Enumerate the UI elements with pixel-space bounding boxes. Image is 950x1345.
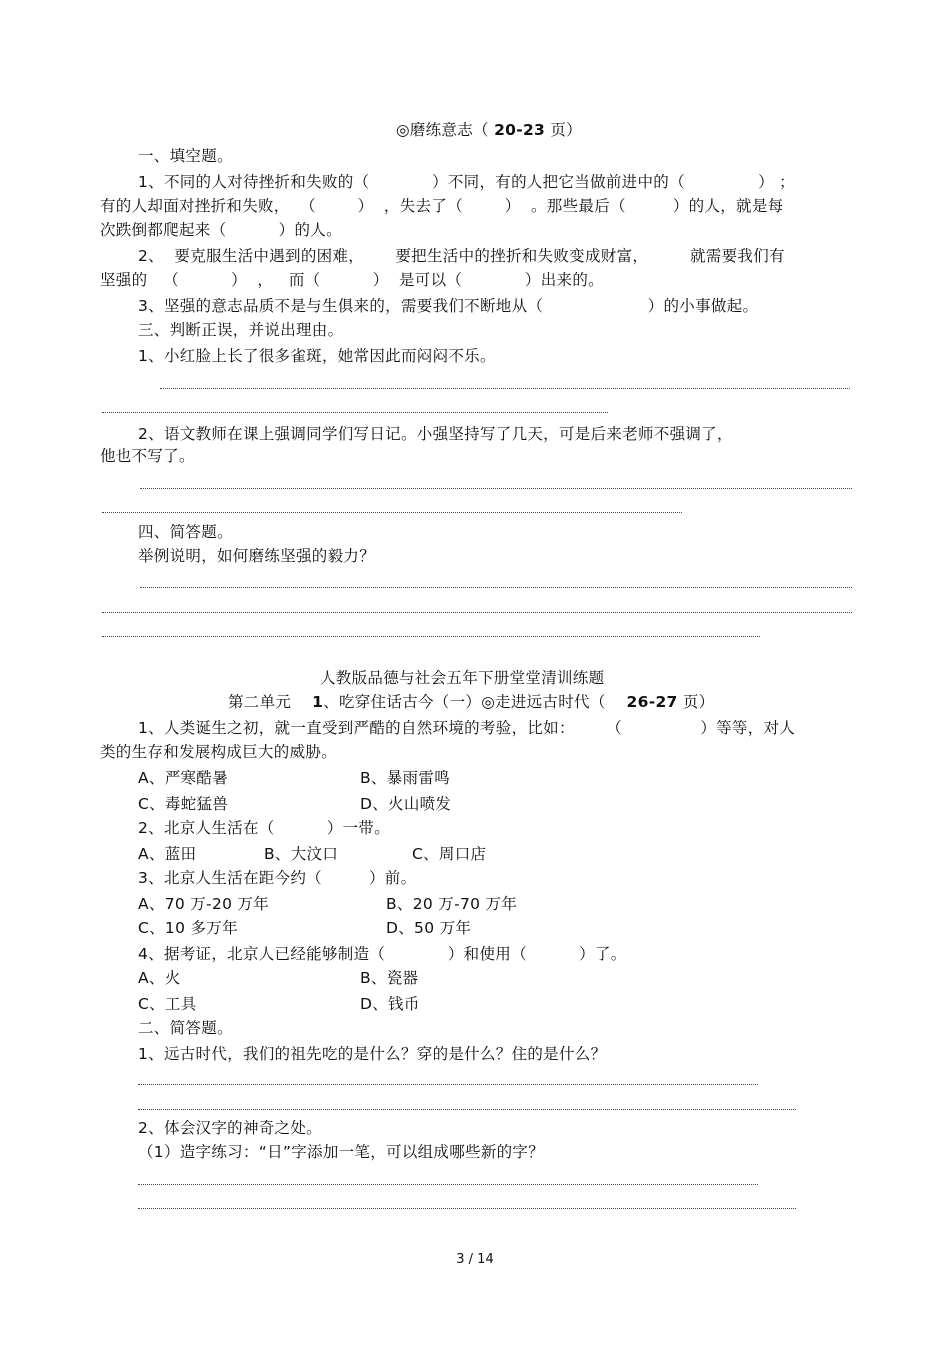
answer-line	[138, 1084, 758, 1085]
choice-q1-line1: 1、人类诞生之初，就一直受到严酷的自然环境的考验，比如： （ ）等等，对人	[138, 719, 796, 737]
choice-q1-b: B、暴雨雷鸣	[360, 769, 450, 787]
answer-line	[138, 1184, 758, 1185]
choice-q4: 4、据考证，北京人已经能够制造（ ）和使用（ ）了。	[138, 945, 627, 963]
choice-q2-a: A、蓝田	[138, 845, 197, 863]
choice-q1-line2: 类的生存和发展构成巨大的威胁。	[100, 743, 338, 761]
answer-line	[102, 612, 852, 613]
judge-q1: 1、小红脸上长了很多雀斑，她常因此而闷闷不乐。	[138, 347, 496, 365]
fill-q2-line2: 坚强的 （ ） ， 而（ ） 是可以（ ）出来的。	[100, 271, 604, 289]
fill-q3: 3、坚强的意志品质不是与生俱来的，需要我们不断地从（ ）的小事做起。	[138, 297, 759, 315]
choice-q3: 3、北京人生活在距今约（ ）前。	[138, 869, 417, 887]
fill-heading: 一、填空题。	[138, 147, 233, 165]
choice-q3-c: C、10 多万年	[138, 919, 238, 937]
answer-line	[140, 587, 852, 588]
choice-q4-a: A、火	[138, 969, 181, 987]
short2-q1: 1、远古时代，我们的祖先吃的是什么？穿的是什么？住的是什么？	[138, 1045, 607, 1063]
judge-q2-line1: 2、语文教师在课上强调同学们写日记。小强坚持写了几天，可是后来老师不强调了，	[138, 425, 733, 443]
answer-line	[140, 488, 852, 489]
fill-q1-line1: 1、不同的人对待挫折和失败的（ ）不同，有的人把它当做前进中的（ ） ；	[138, 173, 795, 191]
choice-q2-c: C、周口店	[412, 845, 487, 863]
short2-q2: 2、体会汉字的神奇之处。	[138, 1119, 322, 1137]
section1-title: ◎磨练意志（ 20-23 页）	[396, 121, 582, 139]
choice-q2: 2、北京人生活在（ ）一带。	[138, 819, 391, 837]
answer-line	[102, 412, 608, 413]
page-number: 3 / 14	[456, 1252, 494, 1267]
choice-q1-c: C、毒蛇猛兽	[138, 795, 229, 813]
choice-q3-b: B、20 万-70 万年	[386, 895, 518, 913]
short2-heading: 二、简答题。	[138, 1019, 233, 1037]
fill-q1-line3: 次跌倒都爬起来（ ）的人。	[100, 221, 342, 239]
choice-q1-d: D、火山喷发	[360, 795, 452, 813]
choice-q2-b: B、大汶口	[264, 845, 339, 863]
judge-q2-line2: 他也不写了。	[100, 447, 195, 465]
answer-line	[138, 1208, 796, 1209]
short2-q2-sub1: （1）造字练习：“日”字添加一笔，可以组成哪些新的字？	[138, 1143, 545, 1161]
choice-q3-d: D、50 万年	[386, 919, 472, 937]
choice-q4-c: C、工具	[138, 995, 197, 1013]
fill-q2-line1: 2、 要克服生活中遇到的困难， 要把生活中的挫折和失败变成财富， 就需要我们有	[138, 247, 785, 265]
judge-heading: 三、判断正误，并说出理由。	[138, 321, 344, 339]
answer-line	[138, 1109, 796, 1110]
choice-q4-d: D、钱币	[360, 995, 420, 1013]
answer-line	[160, 388, 850, 389]
choice-q4-b: B、瓷器	[360, 969, 419, 987]
answer-line	[102, 636, 760, 637]
section2-title: 人教版品德与社会五年下册堂堂清训练题	[320, 669, 605, 687]
fill-q1-line2: 有的人却面对挫折和失败， （ ） ，失去了（ ） 。那些最后（ ）的人，就是每	[100, 197, 784, 215]
choice-q3-a: A、70 万-20 万年	[138, 895, 270, 913]
short-q1: 举例说明，如何磨练坚强的毅力？	[138, 547, 376, 565]
short-heading: 四、简答题。	[138, 523, 233, 541]
section2-subtitle: 第二单元 1、吃穿住话古今（一）◎走进远古时代（ 26-27 页）	[228, 693, 715, 711]
choice-q1-a: A、严寒酷暑	[138, 769, 228, 787]
answer-line	[102, 512, 682, 513]
